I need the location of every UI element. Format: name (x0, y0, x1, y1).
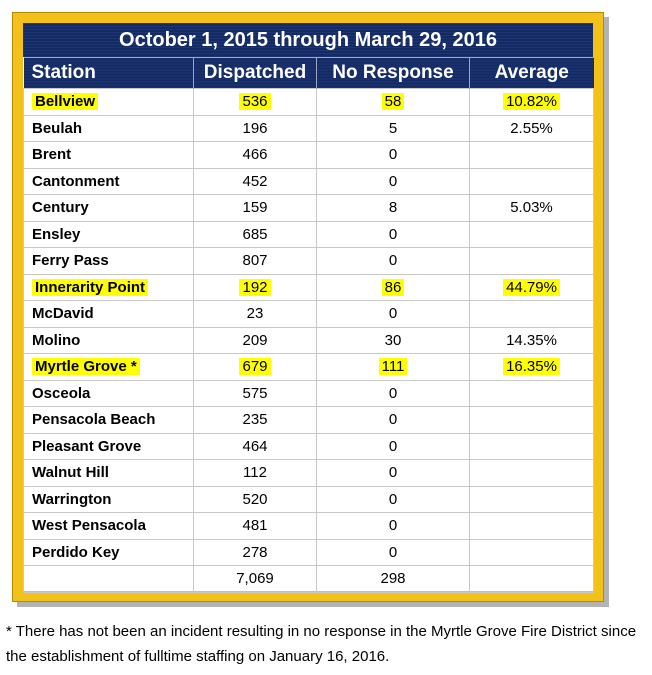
cell-station (24, 142, 194, 169)
cell-text: 679 (239, 358, 270, 375)
cell-text: 575 (242, 384, 268, 402)
table-row (24, 539, 594, 566)
cell-dispatched (194, 221, 317, 248)
table-row (24, 407, 594, 434)
cell-no-response (317, 168, 470, 195)
cell-text: 0 (388, 490, 398, 508)
cell-station (24, 539, 194, 566)
cell-dispatched (194, 327, 317, 354)
cell-average (470, 89, 594, 116)
cell-text: Bellview (32, 93, 98, 110)
cell-average (470, 327, 594, 354)
cell-text: Ensley (32, 225, 81, 243)
cell-average (470, 513, 594, 540)
cell-station (24, 221, 194, 248)
cell-text: 10.82% (503, 93, 560, 110)
table-row (24, 115, 594, 142)
cell-station (24, 433, 194, 460)
cell-average (470, 221, 594, 248)
cell-text: 0 (388, 225, 398, 243)
cell-text: Warrington (32, 490, 112, 508)
table-frame (12, 12, 604, 602)
cell-station (24, 115, 194, 142)
footnote: * There has not been an incident resulting in no response in the Myrtle Grove Fire District since the establishment of fulltime staffing on January 16, 2016. (6, 623, 637, 665)
cell-average (470, 248, 594, 275)
cell-text: 0 (388, 252, 398, 270)
cell-dispatched (194, 274, 317, 301)
cell-text: 452 (242, 172, 268, 190)
cell-dispatched (194, 380, 317, 407)
cell-text: 0 (388, 146, 398, 164)
header-station: Station (24, 58, 194, 89)
table-row (24, 486, 594, 513)
cell-text: 196 (242, 119, 268, 137)
cell-text: 536 (239, 93, 270, 110)
cell-text: 0 (388, 437, 398, 455)
cell-average (470, 195, 594, 222)
cell-station (24, 89, 194, 116)
cell-text: Pensacola Beach (32, 411, 156, 429)
header-row (24, 58, 594, 89)
cell-dispatched (194, 354, 317, 381)
cell-dispatched (194, 89, 317, 116)
cell-station (24, 407, 194, 434)
cell-text: 0 (388, 543, 398, 561)
cell-text: 0 (388, 411, 398, 429)
cell-dispatched (194, 407, 317, 434)
cell-dispatched (194, 539, 317, 566)
cell-text: Perdido Key (32, 543, 120, 561)
cell-average (470, 274, 594, 301)
cell-dispatched (194, 168, 317, 195)
header-no-response: No Response (317, 58, 470, 89)
cell-no-response (317, 221, 470, 248)
cell-no-response (317, 89, 470, 116)
total-dispatched: 7,069 (194, 566, 317, 593)
cell-no-response (317, 513, 470, 540)
cell-text: 112 (243, 464, 267, 482)
table-row (24, 354, 594, 381)
table-row (24, 248, 594, 275)
cell-average (470, 354, 594, 381)
cell-station (24, 380, 194, 407)
cell-no-response (317, 115, 470, 142)
cell-text: Molino (32, 331, 81, 349)
cell-text: 685 (242, 225, 268, 243)
cell-text: 23 (246, 305, 264, 323)
cell-dispatched (194, 195, 317, 222)
cell-text: 807 (242, 252, 268, 270)
cell-text: 481 (242, 517, 268, 535)
cell-station (24, 354, 194, 381)
cell-station (24, 513, 194, 540)
cell-average (470, 407, 594, 434)
cell-no-response (317, 301, 470, 328)
cell-no-response (317, 539, 470, 566)
cell-no-response (317, 486, 470, 513)
cell-average (470, 142, 594, 169)
table-row (24, 301, 594, 328)
cell-text: Pleasant Grove (32, 437, 142, 455)
cell-text: 30 (384, 331, 402, 349)
cell-no-response (317, 248, 470, 275)
cell-text: 14.35% (506, 331, 557, 349)
cell-text: Osceola (32, 384, 91, 402)
cell-text: 0 (388, 172, 398, 190)
cell-station (24, 274, 194, 301)
cell-dispatched (194, 115, 317, 142)
cell-text: Cantonment (32, 172, 120, 190)
cell-text: 0 (388, 305, 398, 323)
cell-dispatched (194, 433, 317, 460)
cell-average (470, 486, 594, 513)
cell-text: 0 (388, 517, 398, 535)
cell-average (470, 380, 594, 407)
cell-average (470, 168, 594, 195)
cell-text: 0 (388, 464, 398, 482)
cell-text: Innerarity Point (32, 279, 148, 296)
cell-text: 58 (382, 93, 405, 110)
cell-text: Brent (32, 146, 72, 164)
cell-station (24, 460, 194, 487)
table-title: October 1, 2015 through March 29, 2016 (23, 23, 593, 57)
cell-average (470, 539, 594, 566)
cell-dispatched (194, 301, 317, 328)
cell-text: 192 (239, 279, 270, 296)
total-average (470, 566, 594, 593)
table-row (24, 142, 594, 169)
cell-text: 159 (242, 199, 268, 217)
cell-text: 464 (242, 437, 268, 455)
cell-text: Walnut Hill (32, 464, 109, 482)
table-row (24, 433, 594, 460)
cell-station (24, 248, 194, 275)
table-row (24, 513, 594, 540)
cell-dispatched (194, 248, 317, 275)
cell-dispatched (194, 513, 317, 540)
total-no-response: 298 (317, 566, 470, 593)
table-row (24, 460, 594, 487)
cell-text: 235 (242, 411, 268, 429)
cell-dispatched (194, 142, 317, 169)
table-row (24, 89, 594, 116)
table-body (24, 89, 594, 593)
cell-text: Myrtle Grove * (32, 358, 140, 375)
cell-no-response (317, 380, 470, 407)
table-container (23, 23, 593, 591)
table-row (24, 168, 594, 195)
cell-text: 520 (242, 490, 268, 508)
cell-text: 111 (379, 358, 408, 375)
cell-text: 44.79% (503, 279, 560, 296)
cell-station (24, 195, 194, 222)
cell-text: 278 (242, 543, 268, 561)
cell-no-response (317, 407, 470, 434)
cell-text: 5 (388, 119, 398, 137)
cell-no-response (317, 327, 470, 354)
cell-station (24, 168, 194, 195)
cell-average (470, 301, 594, 328)
cell-text: 16.35% (503, 358, 560, 375)
cell-station (24, 486, 194, 513)
cell-no-response (317, 460, 470, 487)
cell-average (470, 460, 594, 487)
cell-text: Beulah (32, 119, 83, 137)
cell-text: 86 (382, 279, 405, 296)
cell-station (24, 301, 194, 328)
total-station (24, 566, 194, 593)
table-row (24, 274, 594, 301)
cell-average (470, 433, 594, 460)
cell-text: 5.03% (510, 199, 553, 217)
cell-station (24, 327, 194, 354)
table-row (24, 327, 594, 354)
cell-dispatched (194, 460, 317, 487)
cell-text: Ferry Pass (32, 252, 109, 270)
cell-text: McDavid (32, 305, 94, 323)
cell-average (470, 115, 594, 142)
cell-text: 0 (388, 384, 398, 402)
cell-no-response (317, 433, 470, 460)
totals-row (24, 566, 594, 593)
cell-no-response (317, 195, 470, 222)
cell-text: 466 (242, 146, 268, 164)
table-row (24, 380, 594, 407)
cell-text: 209 (242, 331, 268, 349)
cell-text: 2.55% (510, 119, 553, 137)
cell-text: Century (32, 199, 89, 217)
cell-text: 8 (388, 199, 398, 217)
cell-text: West Pensacola (32, 517, 146, 535)
table-row (24, 221, 594, 248)
table-row (24, 195, 594, 222)
header-dispatched: Dispatched (194, 58, 317, 89)
cell-dispatched (194, 486, 317, 513)
cell-no-response (317, 142, 470, 169)
header-average: Average (470, 58, 594, 89)
cell-no-response (317, 354, 470, 381)
dispatch-table (23, 57, 594, 593)
cell-no-response (317, 274, 470, 301)
